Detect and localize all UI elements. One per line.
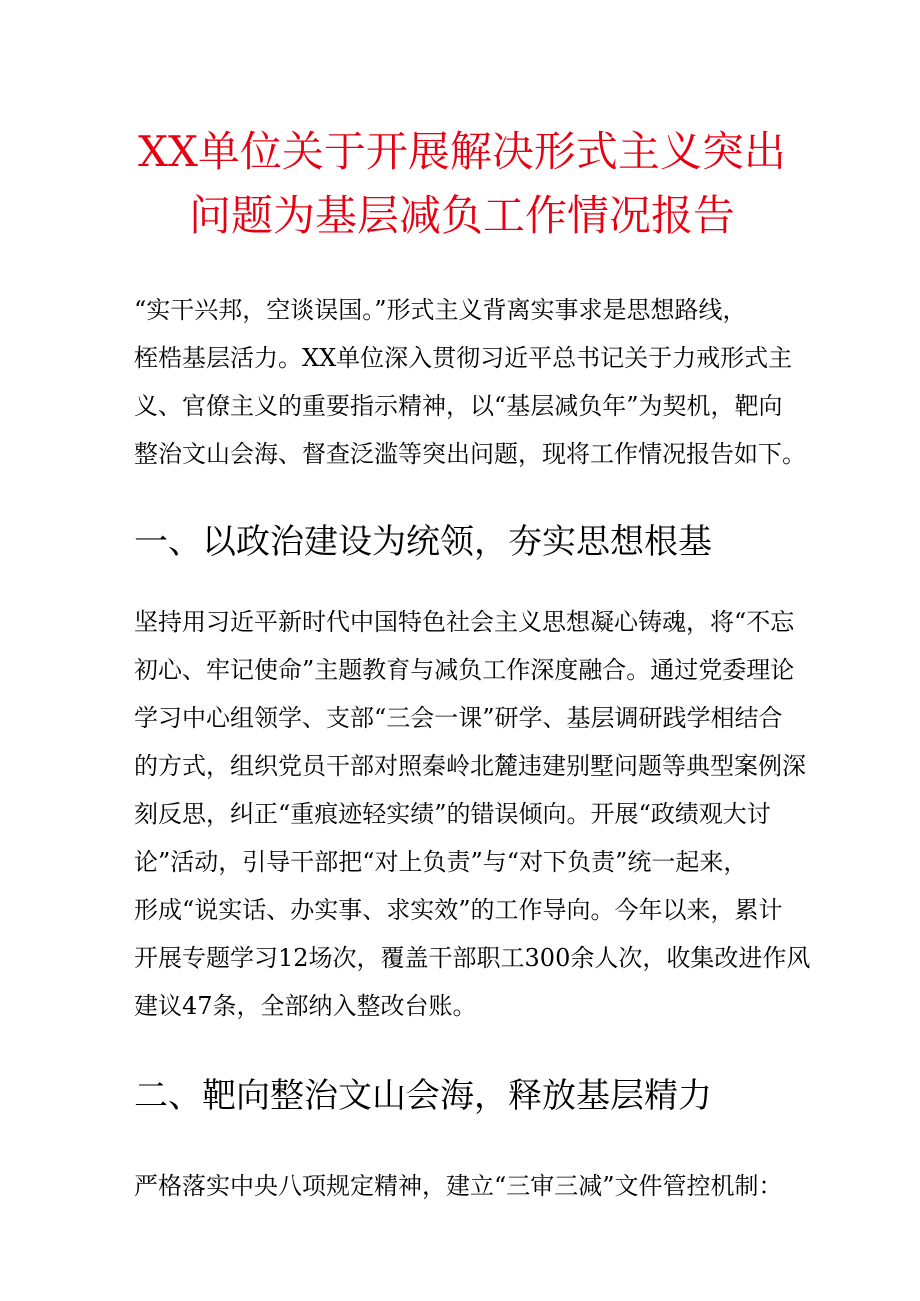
section-2-line: 严格落实中央八项规定精神，建立“三审三减”文件管控机制： — [134, 1172, 783, 1200]
section-1-heading: 一、以政治建设为统领，夯实思想根基 — [134, 522, 712, 562]
intro-paragraph — [134, 286, 806, 478]
section-2-heading: 二、靶向整治文山会海，释放基层精力 — [134, 1076, 712, 1116]
intro-line: 桎梏基层活力。XX单位深入贯彻习近平总书记关于力戒形式主 — [134, 344, 793, 372]
section-1-line: 刻反思，纠正“重痕迹轻实绩”的错误倾向。开展“政绩观大讨 — [134, 800, 771, 828]
section-2-paragraph — [134, 1162, 790, 1210]
section-1-line: 坚持用习近平新时代中国特色社会主义思想凝心铸魂，将“不忘 — [134, 608, 795, 636]
intro-line: 义、官僚主义的重要指示精神，以“基层减负年”为契机，靶向 — [134, 392, 783, 420]
intro-line: 整治文山会海、督查泛滥等突出问题，现将工作情况报告如下。 — [134, 440, 806, 468]
section-1-line: 论”活动，引导干部把“对上负责”与“对下负责”统一起来， — [134, 848, 748, 876]
title-line-1: XX单位关于开展解决形式主义突出 — [138, 127, 786, 176]
section-1-line: 开展专题学习12场次，覆盖干部职工300余人次，收集改进作风 — [134, 944, 811, 972]
section-1-paragraph — [134, 598, 811, 1030]
document-title — [134, 120, 790, 248]
intro-line: “实干兴邦，空谈误国。”形式主义背离实事求是思想路线， — [134, 296, 747, 324]
section-1-line: 形成“说实话、办实事、求实效”的工作导向。今年以来，累计 — [134, 896, 783, 924]
section-1-line: 建议47条，全部纳入整改台账。 — [134, 992, 477, 1020]
section-1-line: 初心、牢记使命”主题教育与减负工作深度融合。通过党委理论 — [134, 656, 795, 684]
section-1-line: 学习中心组领学、支部“三会一课”研学、基层调研践学相结合 — [134, 704, 783, 732]
title-line-2: 问题为基层减负工作情况报告 — [188, 191, 735, 240]
section-1-line: 的方式，组织党员干部对照秦岭北麓违建别墅问题等典型案例深 — [134, 752, 806, 780]
